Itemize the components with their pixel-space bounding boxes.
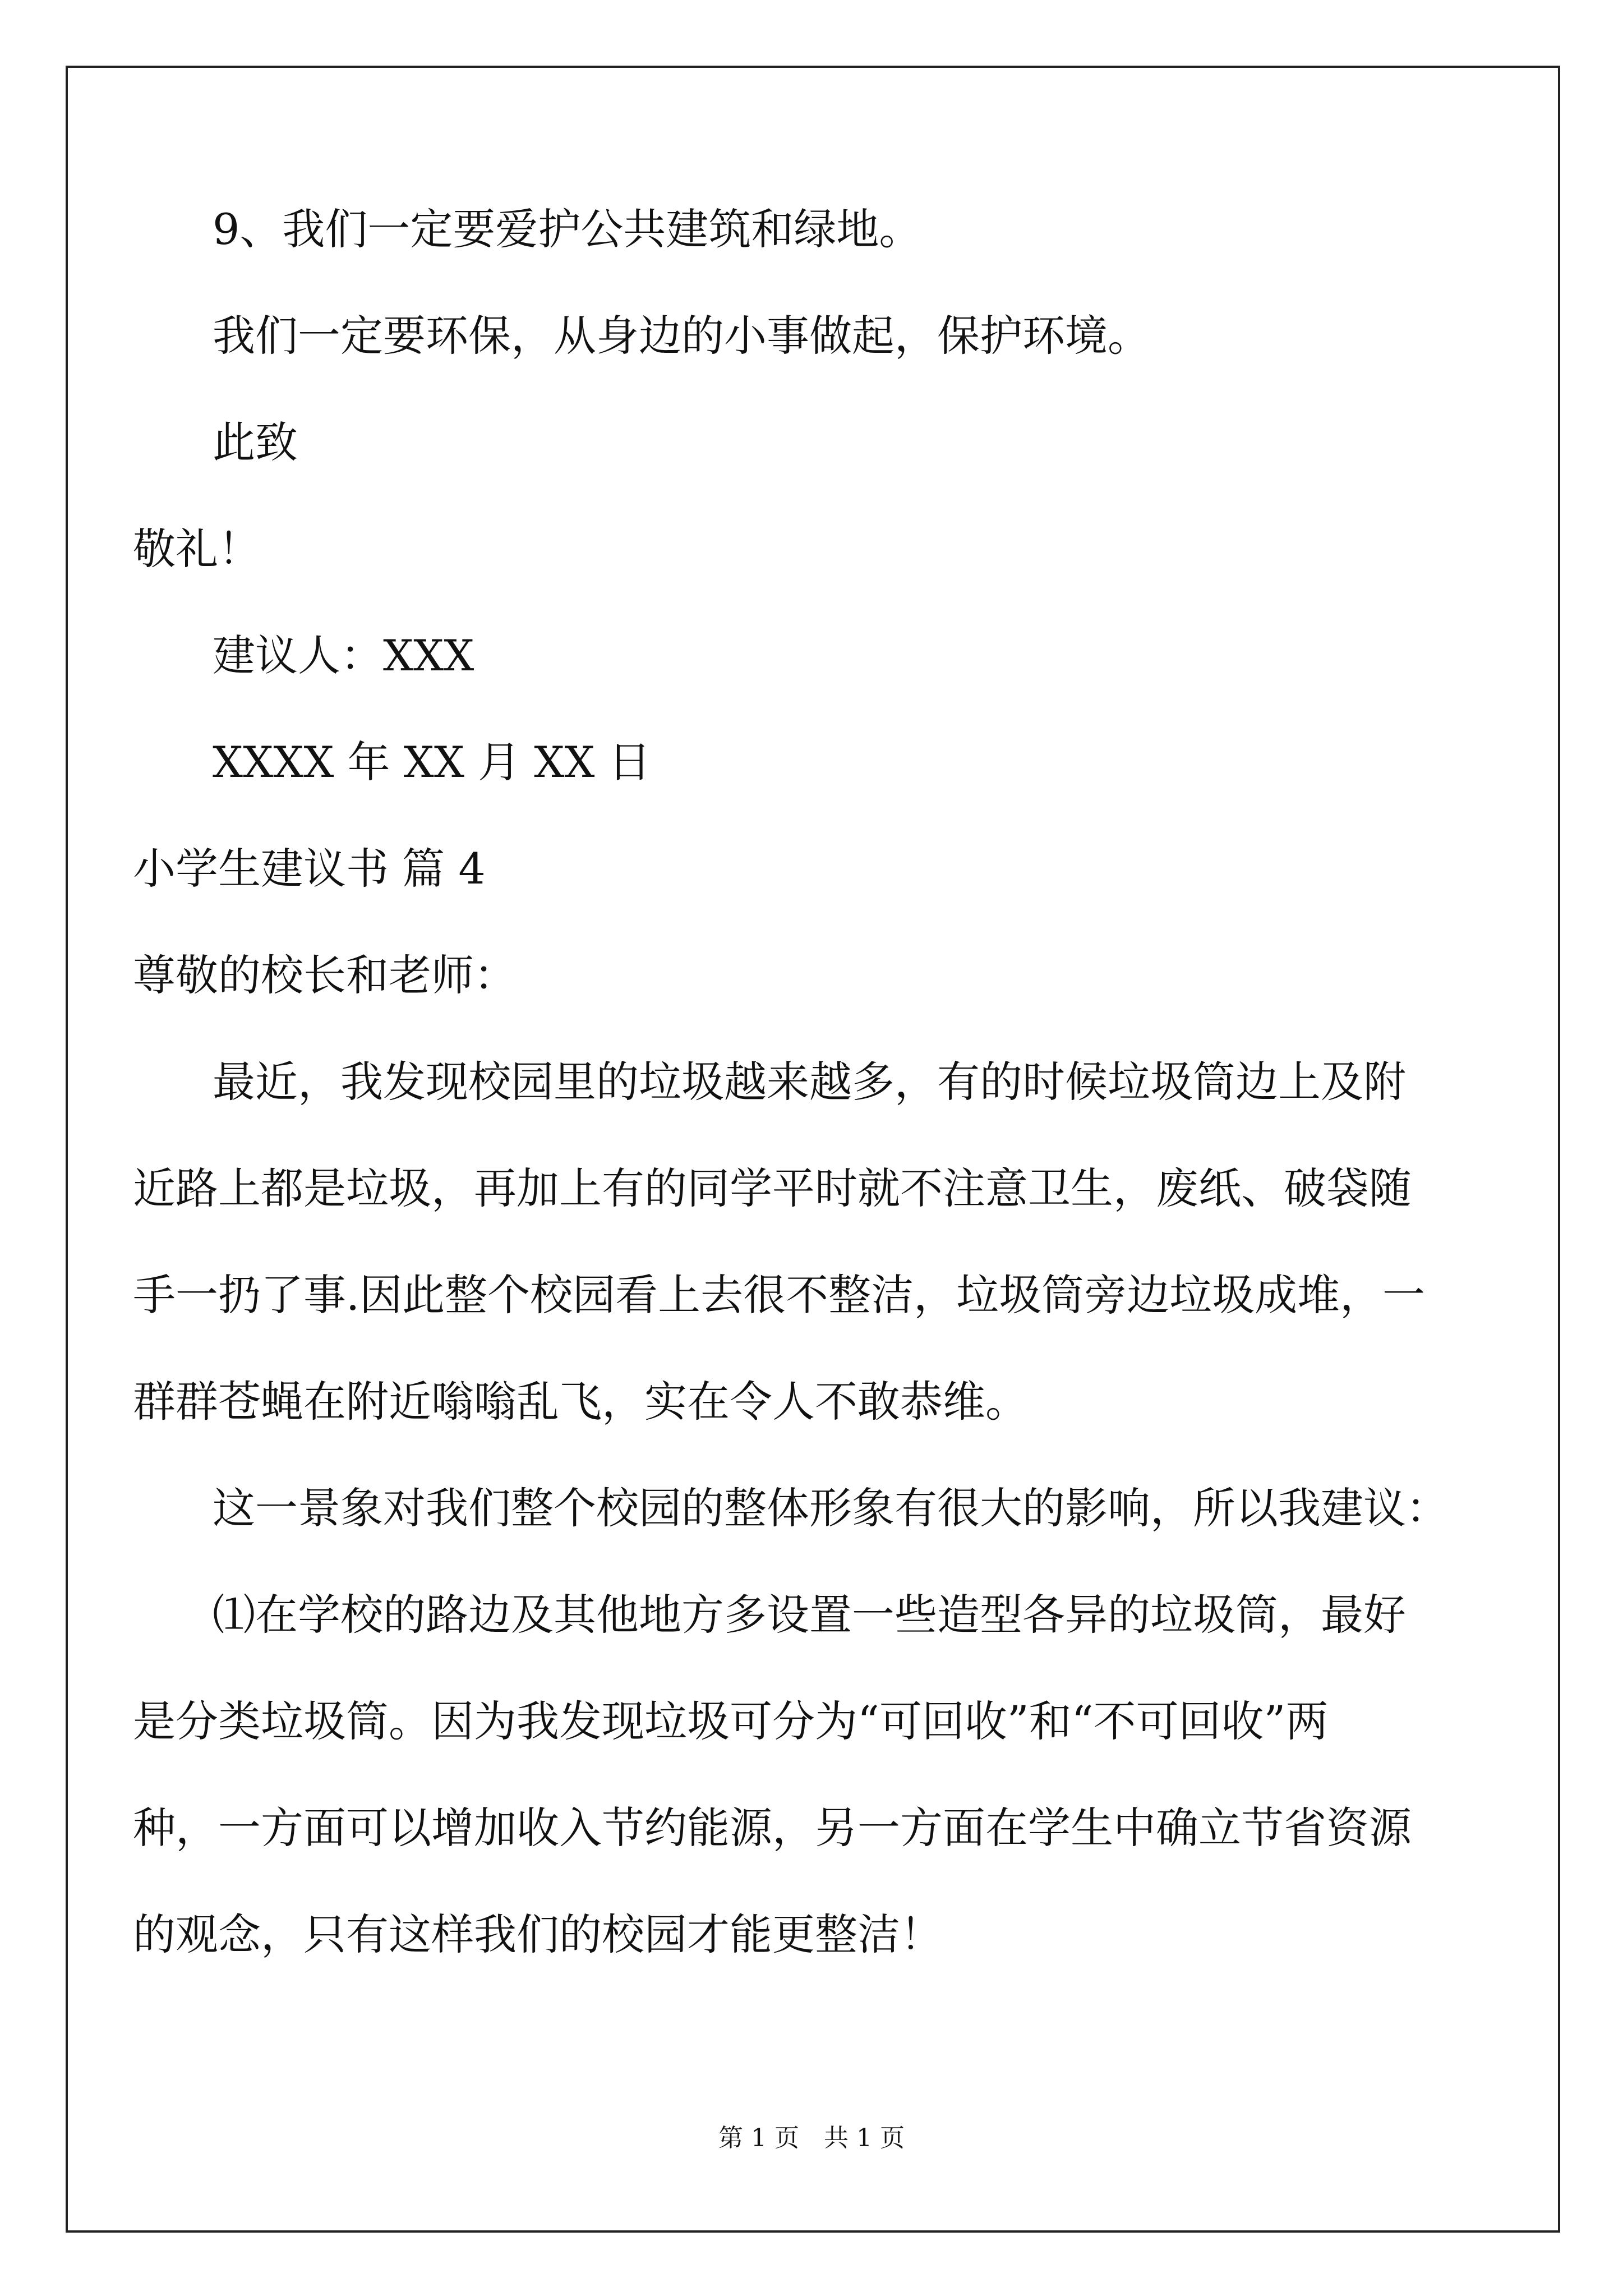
text-line: ⑴在学校的路边及其他地方多设置一些造型各异的垃圾筒，最好 <box>213 1590 1406 1640</box>
text-line: 建议人：XXX <box>213 631 474 680</box>
section-heading: 小学生建议书 篇 4 <box>133 844 486 894</box>
text-line: 此致 <box>213 417 298 467</box>
text-line: 手一扔了事.因此整个校园看上去很不整洁，垃圾筒旁边垃圾成堆，一 <box>133 1270 1426 1320</box>
text-line: 敬礼！ <box>133 524 261 574</box>
text-line: 近路上都是垃圾，再加上有的同学平时就不注意卫生，废纸、破袋随 <box>133 1163 1412 1213</box>
page-footer: 第 1 页 共 1 页 <box>718 2124 905 2152</box>
text-line: 这一景象对我们整个校园的整体形象有很大的影响，所以我建议： <box>213 1483 1449 1533</box>
salutation: 尊敬的校长和老师： <box>133 950 517 1000</box>
text-line: 的观念，只有这样我们的校园才能更整洁！ <box>133 1910 943 1959</box>
text-line: XXXX 年 XX 月 XX 日 <box>213 737 651 787</box>
text-line: 群群苍蝇在附近嗡嗡乱飞，实在令人不敢恭维。 <box>133 1377 1028 1427</box>
text-line: 是分类垃圾筒。因为我发现垃圾可分为“可回收”和“不可回收”两 <box>133 1696 1329 1746</box>
text-line: 9、我们一定要爱护公共建筑和绿地。 <box>213 204 922 254</box>
page-border <box>66 66 1560 2233</box>
text-line: 我们一定要环保，从身边的小事做起，保护环境。 <box>213 311 1150 361</box>
text-line: 种，一方面可以增加收入节约能源，另一方面在学生中确立节省资源 <box>133 1803 1412 1853</box>
text-line: 最近，我发现校园里的垃圾越来越多，有的时候垃圾筒边上及附 <box>213 1057 1406 1107</box>
